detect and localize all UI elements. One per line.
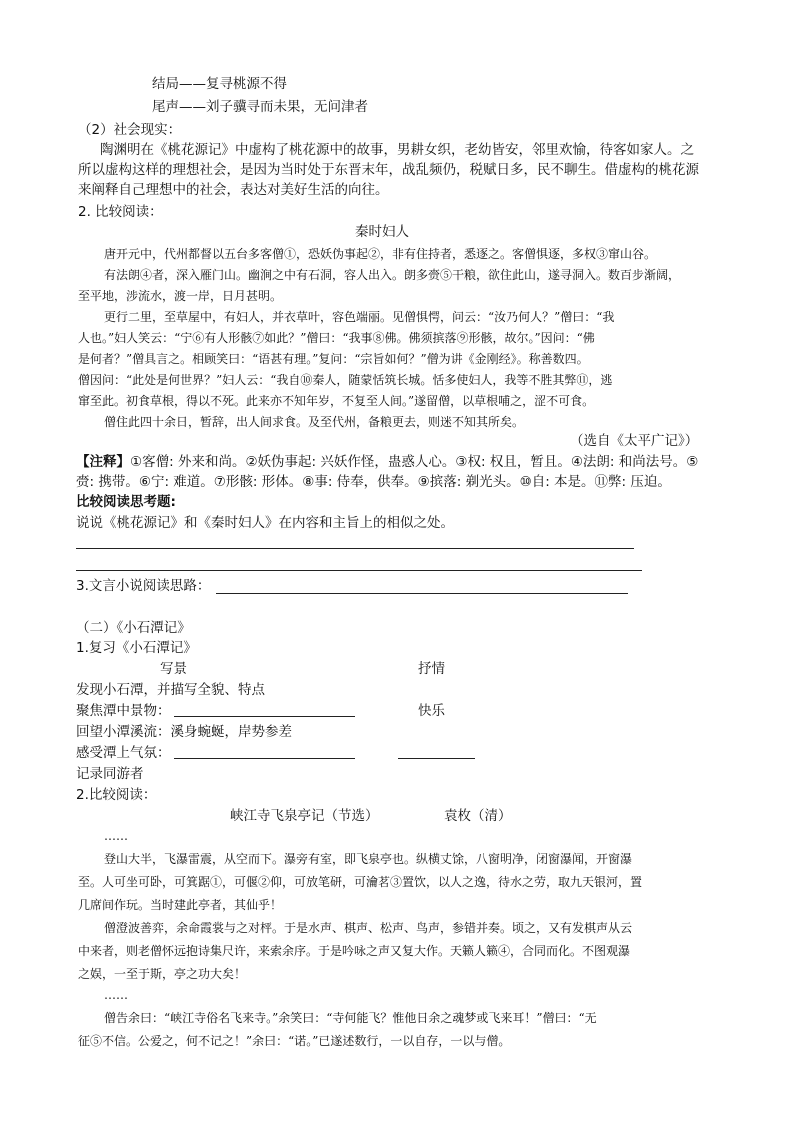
reality-paragraph-line-1: 陶渊明在《桃花源记》中虚构了桃花源中的故事，男耕女织，老幼皆安，邻里欢愉，待客如家人。之 xyxy=(100,142,694,158)
passage-line: 僧澄波善弈，余命霞裳与之对枰。于是水声、棋声、松声、鸟声，参错并奏。顷之，又有发棋声从云 xyxy=(104,921,633,935)
passage-line: 唐开元中，代州都督以五台多客僧①，恐妖伪事起②，非有住持者，悉逐之。客僧惧逐，多权③窜山谷。 xyxy=(104,247,657,261)
column-header-emotion: 抒情 xyxy=(418,661,445,677)
passage-line: 有法朗④者，深入雁门山。幽涧之中有石洞，容人出入。朗多赍⑤干粮，欲住此山，遂寻洞入。数百步渐阔， xyxy=(104,268,681,282)
review-row-4-emotion-blank[interactable] xyxy=(398,758,475,759)
passage-title-qinshi: 秦时妇人 xyxy=(355,224,409,240)
notes-line-2: 赍: 携带。⑥宁: 难道。⑦形骸: 形体。⑧事: 侍奉，供奉。⑨摈落: 剃光头。⑩自: 本是。⑪弊: 压迫。 xyxy=(76,474,671,490)
question-text: 说说《桃花源记》和《秦时妇人》在内容和主旨上的相似之处。 xyxy=(76,515,454,531)
social-reality-heading: （2）社会现实： xyxy=(78,122,182,138)
passage-line: 是何者？”僧具言之。相顾笑曰：“语甚有理。”复问：“宗旨如何？”僧为讲《金刚经》。称善数四。 xyxy=(78,352,589,366)
passage-line: 更行二里，至草屋中，有妇人，并衣草叶，容色端丽。见僧惧愕，问云：“汝乃何人？”僧曰：“我 xyxy=(104,310,615,324)
passage-line: 征⑤不信。公爱之，何不记之！”余曰：“诺。”已遂述数行，一以自存，一以与僧。 xyxy=(78,1034,511,1048)
passage-line: 人也。”妇人笑云：“宁⑥有人形骸⑦如此？”僧曰：“我事⑧佛。佛须摈落⑨形骸，故尔。”因问：“佛 xyxy=(78,331,595,345)
column-header-scene: 写景 xyxy=(160,661,187,677)
ellipsis: …… xyxy=(104,988,128,1002)
passage-line: 中来者，则老僧怀远抱诗集尺许，来索余序。于是吟咏之声又复大作。天籁人籁④，合同而化。不图观瀑 xyxy=(78,944,631,958)
passage-line: 僧住此四十余日，暂辞，出人间求食。及至代州，备粮更去，则迷不知其所矣。 xyxy=(104,415,525,429)
ellipsis: …… xyxy=(104,829,128,843)
reading-method-blank[interactable] xyxy=(216,593,628,594)
passage-line: 至平地，涉流水，渡一岸，日月甚明。 xyxy=(78,289,283,303)
compare-reading-heading: 2. 比较阅读： xyxy=(78,204,163,220)
review-heading: 1.复习《小石潭记》 xyxy=(76,640,197,656)
passage-source: （选自《太平广记》） xyxy=(570,433,699,449)
passage-line: 僧告余曰：“峡江寺俗名飞来寺。”余笑曰：“寺何能飞？惟他日余之魂梦或飞来耳！”僧曰：“无 xyxy=(104,1011,597,1025)
reality-paragraph-line-2: 所以虚构这样的理想社会，是因为当时处于东晋末年，战乱频仍，税赋日多，民不聊生。借虚构的桃花源 xyxy=(78,162,699,178)
notes-text-1: ①客僧: 外来和尚。②妖伪事起: 兴妖作怪，蛊惑人心。③权: 权且，暂且。④法朗: 和尚法号。⑤ xyxy=(130,454,699,470)
review-row-4-label: 感受潭上气氛： xyxy=(76,745,171,761)
review-row-2-label: 聚焦潭中景物： xyxy=(76,703,171,719)
answer-line-1[interactable] xyxy=(76,548,634,549)
review-row-2-blank[interactable] xyxy=(174,716,355,717)
review-row-5: 记录同游者 xyxy=(76,766,144,782)
passage-line: 几席间作玩。当时建此亭者，其仙乎！ xyxy=(78,898,283,912)
review-row-4-blank[interactable] xyxy=(174,758,355,759)
answer-line-2[interactable] xyxy=(76,570,642,571)
passage-line: 至。人可坐可卧，可箕踞①，可偃②仰，可放笔研，可瀹茗③置饮，以人之逸，待水之劳，取九天银河，置 xyxy=(78,875,643,889)
review-row-2-emotion: 快乐 xyxy=(418,703,445,719)
passage-title-feiquan: 峡江寺飞泉亭记（节选） xyxy=(230,808,379,824)
notes-label: 【注释】 xyxy=(76,454,130,470)
review-row-1: 发现小石潭，并描写全貌、特点 xyxy=(76,682,265,698)
passage-line: 之娱，一至于斯，亭之功大矣！ xyxy=(78,967,247,981)
plot-epilogue-line: 尾声——刘子骥寻而未果，无问津者 xyxy=(152,99,368,115)
compare-reading-heading-2: 2.比较阅读： xyxy=(76,787,157,803)
passage-line: 登山大半，飞瀑雷震，从空而下。瀑旁有室，即飞泉亭也。纵横丈馀，八窗明净，闭窗瀑闻，开窗瀑 xyxy=(104,852,633,866)
passage-line: 僧因问：“此处是何世界？”妇人云：“我自⑩秦人，随蒙恬筑长城。恬多使妇人，我等不胜其弊⑪，逃 xyxy=(78,373,613,387)
review-row-3: 回望小潭溪流：溪身蜿蜒，岸势参差 xyxy=(76,724,292,740)
reality-paragraph-line-3: 来阐释自己理想中的社会，表达对美好生活的向往。 xyxy=(78,182,389,198)
reading-method-label: 3.文言小说阅读思路： xyxy=(76,578,211,594)
passage-author: 袁枚（清） xyxy=(444,808,512,824)
plot-ending-line: 结局——复寻桃源不得 xyxy=(152,76,287,92)
notes-line-1 xyxy=(76,452,698,472)
section-title-xiaoshitan: （二）《小石潭记》 xyxy=(76,620,191,636)
question-heading: 比较阅读思考题: xyxy=(76,494,176,510)
passage-line: 窜至此。初食草根，得以不死。此来亦不知年岁，不复至人间。”遂留僧，以草根哺之，涩不可食。 xyxy=(78,394,595,408)
